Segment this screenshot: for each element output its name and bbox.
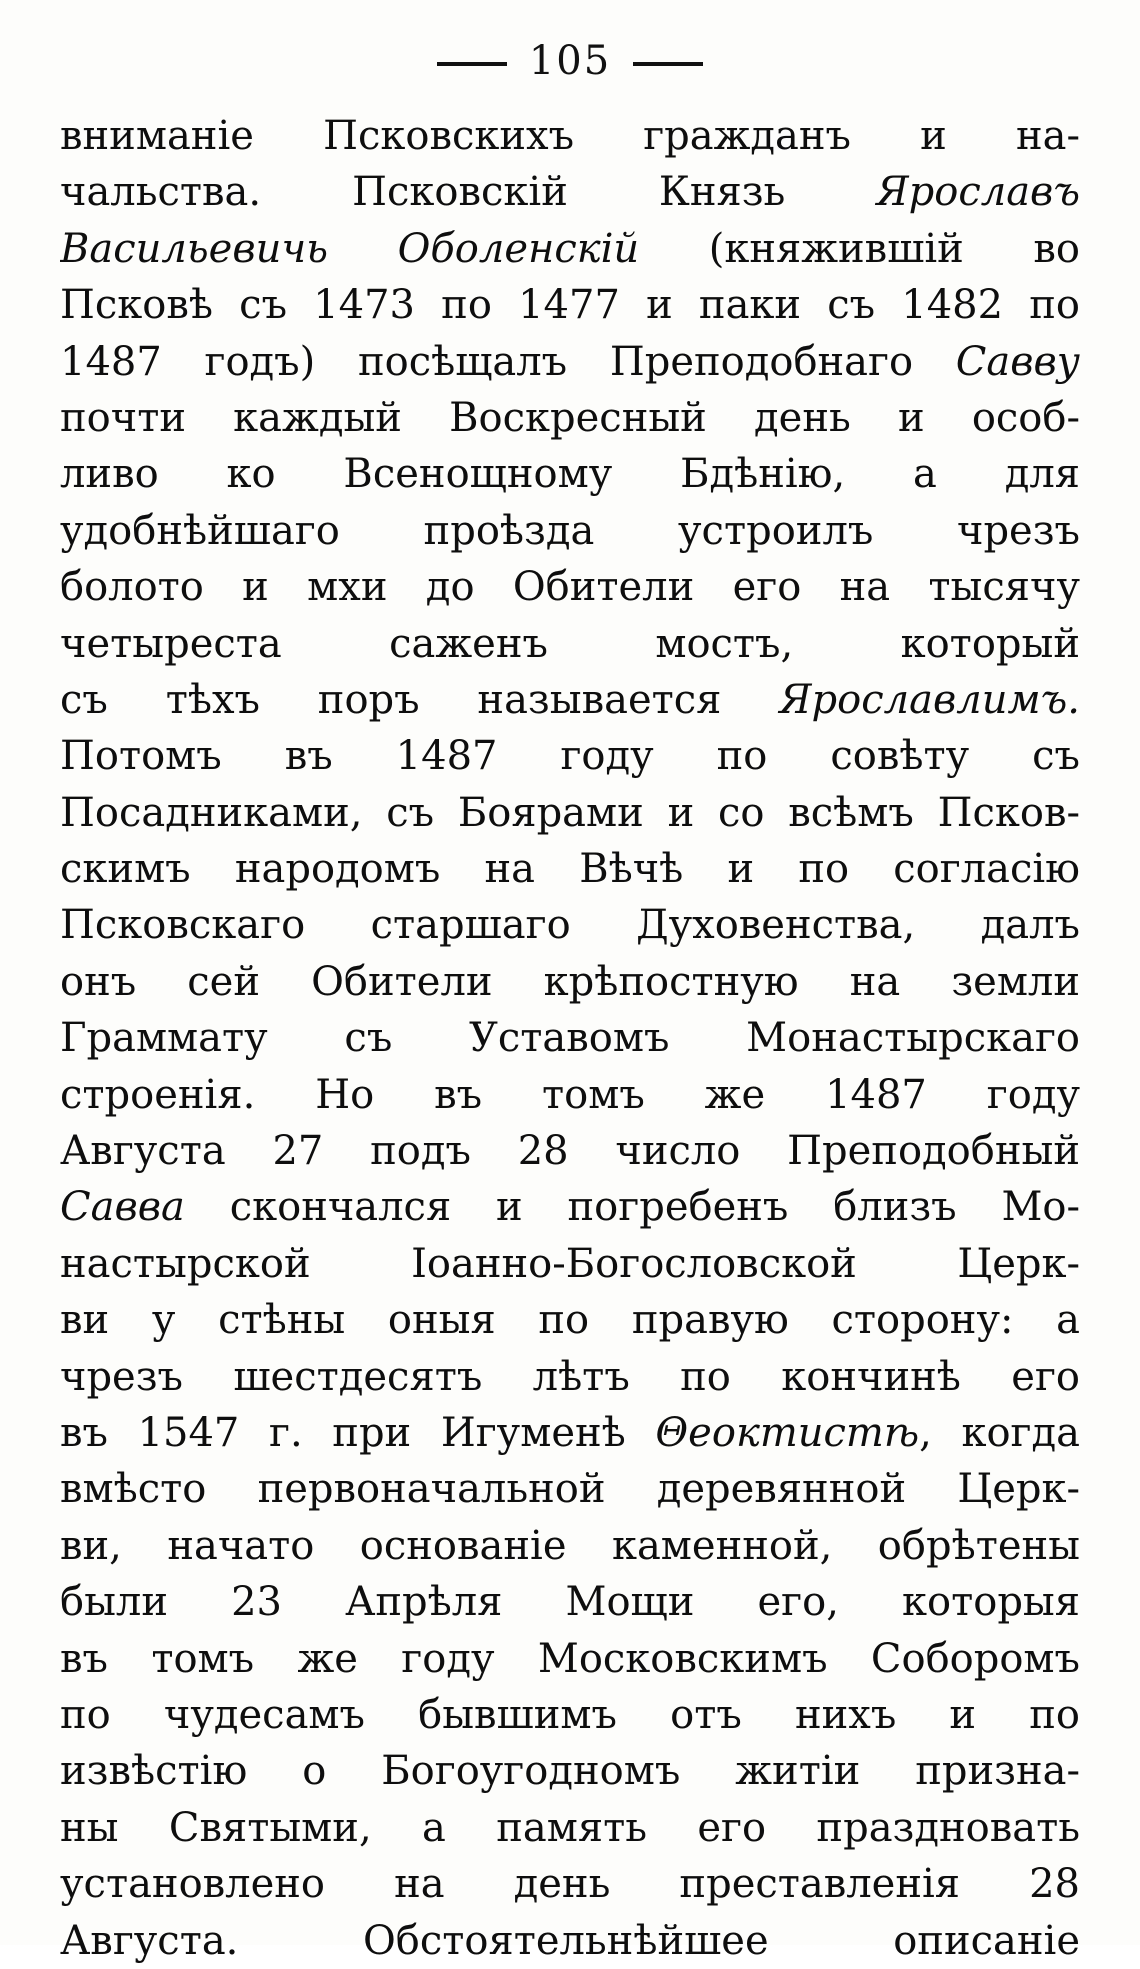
text-line bbox=[60, 785, 1080, 841]
text-segment: Посадниками, съ Боярами и со всѣмъ Псков- bbox=[60, 789, 1080, 836]
header-dash-right bbox=[633, 62, 703, 66]
italic-text-segment: Васильевичь Оболенскій bbox=[60, 225, 640, 272]
text-line bbox=[60, 446, 1080, 502]
text-segment: чрезъ шестдесятъ лѣтъ по кончинѣ его bbox=[60, 1353, 1080, 1400]
italic-text-segment: Савва bbox=[60, 1184, 185, 1231]
text-segment: настырской Іоанно-Богословской Церк- bbox=[60, 1240, 1080, 1287]
text-segment: ливо ко Всенощному Бдѣнію, а для bbox=[60, 451, 1080, 498]
text-segment: Августа 27 подъ 28 число Преподобный bbox=[60, 1128, 1080, 1175]
text-segment: вмѣсто первоначальной деревянной Церк- bbox=[60, 1466, 1080, 1513]
page-header bbox=[0, 38, 1140, 84]
text-line bbox=[60, 1631, 1080, 1687]
text-segment: Потомъ въ 1487 году по совѣту съ bbox=[60, 733, 1080, 780]
text-segment: ны Святыми, а память его праздновать bbox=[60, 1804, 1080, 1851]
text-segment: ви у стѣны оныя по правую сторону: а bbox=[60, 1297, 1080, 1344]
text-segment: установлено на день преставленія 28 bbox=[60, 1861, 1080, 1908]
text-segment: болото и мхи до Обители его на тысячу bbox=[60, 564, 1080, 611]
text-segment: 1487 годъ) посѣщалъ Преподобнаго bbox=[60, 338, 956, 385]
italic-text-segment: Савву bbox=[955, 338, 1080, 385]
text-segment: четыреста саженъ мостъ, который bbox=[60, 620, 1080, 667]
text-segment: ви, начато основаніе каменной, обрѣтены bbox=[60, 1522, 1080, 1569]
text-segment: въ 1547 г. при Игуменѣ bbox=[60, 1409, 656, 1456]
text-line bbox=[60, 277, 1080, 333]
text-line bbox=[60, 1236, 1080, 1292]
text-line bbox=[60, 108, 1080, 164]
text-line bbox=[60, 164, 1080, 220]
text-line bbox=[60, 503, 1080, 559]
text-line bbox=[60, 334, 1080, 390]
text-line bbox=[60, 1743, 1080, 1799]
text-line bbox=[60, 1010, 1080, 1066]
text-line bbox=[60, 1461, 1080, 1517]
text-line bbox=[60, 672, 1080, 728]
text-line bbox=[60, 1913, 1080, 1969]
text-segment: строенія. Но въ томъ же 1487 году bbox=[60, 1071, 1080, 1118]
text-segment: Августа. Обстоятельнѣйшее описаніе bbox=[60, 1917, 1080, 1964]
text-segment: , когда bbox=[919, 1409, 1080, 1456]
text-segment: Псковѣ съ 1473 по 1477 и паки съ 1482 по bbox=[60, 282, 1080, 329]
text-segment: извѣстію о Богоугодномъ житіи призна- bbox=[60, 1748, 1080, 1795]
text-line bbox=[60, 954, 1080, 1010]
text-line bbox=[60, 1518, 1080, 1574]
text-segment: вниманіе Псковскихъ гражданъ и на- bbox=[60, 113, 1080, 159]
page-number: 105 bbox=[528, 38, 612, 84]
text-line bbox=[60, 390, 1080, 446]
text-line bbox=[60, 1292, 1080, 1348]
text-line bbox=[60, 728, 1080, 784]
text-segment: въ томъ же году Московскимъ Соборомъ bbox=[60, 1635, 1080, 1682]
text-segment: почти каждый Воскресный день и особ- bbox=[60, 394, 1080, 441]
text-segment: чальства. Псковскій Князь bbox=[60, 169, 877, 216]
text-line bbox=[60, 221, 1080, 277]
text-line bbox=[60, 1856, 1080, 1912]
text-segment: скончался и погребенъ близъ Мо- bbox=[184, 1184, 1080, 1231]
text-line bbox=[60, 1574, 1080, 1630]
text-line bbox=[60, 1405, 1080, 1461]
text-segment: съ тѣхъ поръ называется bbox=[60, 676, 780, 723]
text-segment: по чудесамъ бывшимъ отъ нихъ и по bbox=[60, 1691, 1080, 1738]
text-line bbox=[60, 1349, 1080, 1405]
text-segment: Псковскаго старшаго Духовенства, далъ bbox=[60, 902, 1080, 949]
text-line bbox=[60, 897, 1080, 953]
text-line bbox=[60, 1687, 1080, 1743]
body-text bbox=[60, 108, 1080, 1969]
italic-text-segment: Ярославлимъ. bbox=[779, 676, 1080, 723]
text-line bbox=[60, 1179, 1080, 1235]
text-segment: скимъ народомъ на Вѣчѣ и по согласію bbox=[60, 846, 1080, 893]
text-line bbox=[60, 616, 1080, 672]
text-line bbox=[60, 1800, 1080, 1856]
text-line bbox=[60, 559, 1080, 615]
text-segment: Граммату съ Уставомъ Монастырскаго bbox=[60, 1015, 1080, 1062]
italic-text-segment: Ярославъ bbox=[876, 169, 1080, 216]
text-line bbox=[60, 841, 1080, 897]
text-line bbox=[60, 1067, 1080, 1123]
text-segment: (княжившій во bbox=[639, 225, 1080, 272]
text-line bbox=[60, 1123, 1080, 1179]
text-segment: удобнѣйшаго проѣзда устроилъ чрезъ bbox=[60, 507, 1080, 554]
text-segment: онъ сей Обители крѣпостную на земли bbox=[60, 958, 1080, 1005]
text-segment: были 23 Апрѣля Мощи его, которыя bbox=[60, 1579, 1080, 1626]
italic-text-segment: Θеоктистѣ bbox=[655, 1409, 920, 1456]
header-dash-left bbox=[437, 62, 507, 66]
